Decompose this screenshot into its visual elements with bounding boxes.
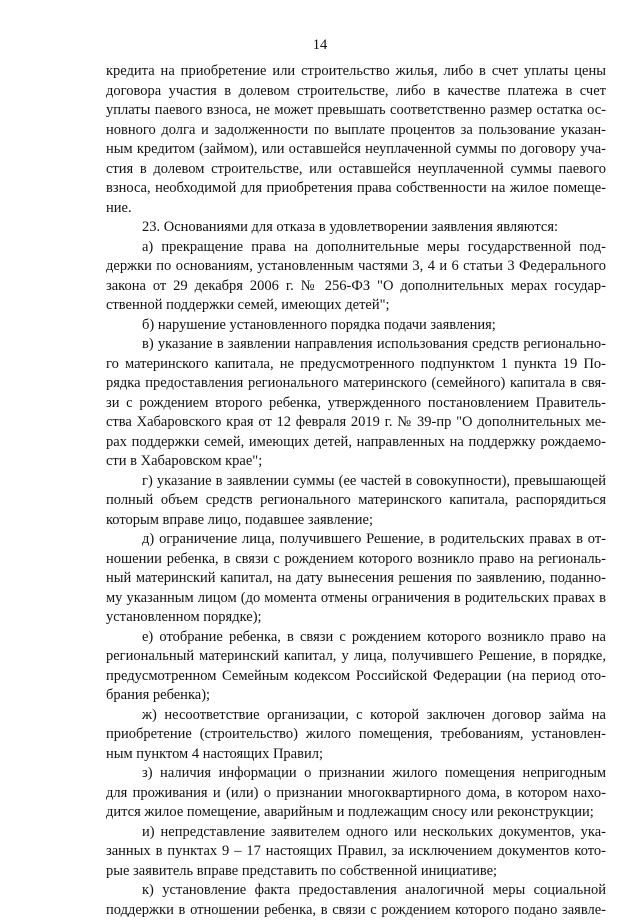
text-line: ношении ребенка, в связи с рождением которого возникло право на региональ-	[106, 550, 606, 570]
text-line: уплаты паевого взноса, не может превышать соответственно размер остатка ос-	[106, 101, 606, 121]
page-number: 14	[0, 36, 640, 54]
text-line: го материнского капитала, не предусмотренного подпунктом 1 пункта 19 По-	[106, 355, 606, 375]
text-line: установленном порядке);	[106, 608, 606, 628]
text-line: ства Хабаровского края от 12 февраля 2019 г. № 39-пр "О дополнительных ме-	[106, 413, 606, 433]
text-line: региональный материнский капитал, у лица, получившего Решение, в порядке,	[106, 647, 606, 667]
text-line: к) установление факта предоставления аналогичной меры социальной	[106, 881, 606, 901]
text-line: ж) несоответствие организации, с которой заключен договор займа на	[106, 706, 606, 726]
text-line: договора участия в долевом строительстве, либо в качестве платежа в счет	[106, 82, 606, 102]
text-line: которым вправе лицо, подавшее заявление;	[106, 511, 606, 531]
text-line: сти в Хабаровском крае";	[106, 452, 606, 472]
text-line: занных в пунктах 9 – 17 настоящих Правил, за исключением документов кото-	[106, 842, 606, 862]
text-line: з) наличия информации о признании жилого помещения непригодным	[106, 764, 606, 784]
text-line: рые заявитель вправе представить по собственной инициативе;	[106, 862, 606, 882]
text-line: предусмотренном Семейным кодексом Российской Федерации (на период ото-	[106, 667, 606, 687]
text-line: для проживания и (или) о признании многоквартирного дома, в котором нахо-	[106, 784, 606, 804]
text-line: стия в долевом строительстве, или оставшейся неуплаченной суммы паевого	[106, 160, 606, 180]
text-line: е) отобрание ребенка, в связи с рождением которого возникло право на	[106, 628, 606, 648]
text-line: брания ребенка);	[106, 686, 606, 706]
text-line: кредита на приобретение или строительство жилья, либо в счет уплаты цены	[106, 62, 606, 82]
text-line: полный объем средств регионального материнского капитала, распорядиться	[106, 491, 606, 511]
text-line: му указанным лицом (до момента отмены ограничения в родительских правах в	[106, 589, 606, 609]
text-line: а) прекращение права на дополнительные меры государственной под-	[106, 238, 606, 258]
text-line: закона от 29 декабря 2006 г. № 256-ФЗ "О дополнительных мерах государ-	[106, 277, 606, 297]
text-line: ный материнский капитал, на дату вынесения решения по заявлению, поданно-	[106, 569, 606, 589]
text-line: рядка предоставления регионального материнского (семейного) капитала в свя-	[106, 374, 606, 394]
text-line: ным пунктом 4 настоящих Правил;	[106, 745, 606, 765]
text-line: ние.	[106, 199, 606, 219]
text-line: б) нарушение установленного порядка подачи заявления;	[106, 316, 606, 336]
text-line: зи с рождением второго ребенка, утвержденного постановлением Правитель-	[106, 394, 606, 414]
document-body	[106, 62, 606, 920]
text-line: 23. Основаниями для отказа в удовлетворении заявления являются:	[106, 218, 606, 238]
text-line: взноса, необходимой для приобретения права собственности на жилое помеще-	[106, 179, 606, 199]
text-line: дится жилое помещение, аварийным и подлежащим сносу или реконструкции;	[106, 803, 606, 823]
text-line: г) указание в заявлении суммы (ее частей в совокупности), превышающей	[106, 472, 606, 492]
text-line: поддержки в отношении ребенка, в связи с рождением которого подано заявле-	[106, 901, 606, 920]
text-line: новного долга и задолженности по выплате процентов за пользование указан-	[106, 121, 606, 141]
text-line: в) указание в заявлении направления использования средств регионально-	[106, 335, 606, 355]
text-line: ственной поддержки семей, имеющих детей";	[106, 296, 606, 316]
text-line: приобретение (строительство) жилого помещения, требованиям, установлен-	[106, 725, 606, 745]
text-line: и) непредставление заявителем одного или нескольких документов, ука-	[106, 823, 606, 843]
text-line: рах поддержки семей, имеющих детей, направленных на поддержку рождаемо-	[106, 433, 606, 453]
text-line: д) ограничение лица, получившего Решение, в родительских правах в от-	[106, 530, 606, 550]
text-line: держки по основаниям, установленным частями 3, 4 и 6 статьи 3 Федерального	[106, 257, 606, 277]
text-line: ным кредитом (займом), или оставшейся неуплаченной суммы по договору уча-	[106, 140, 606, 160]
